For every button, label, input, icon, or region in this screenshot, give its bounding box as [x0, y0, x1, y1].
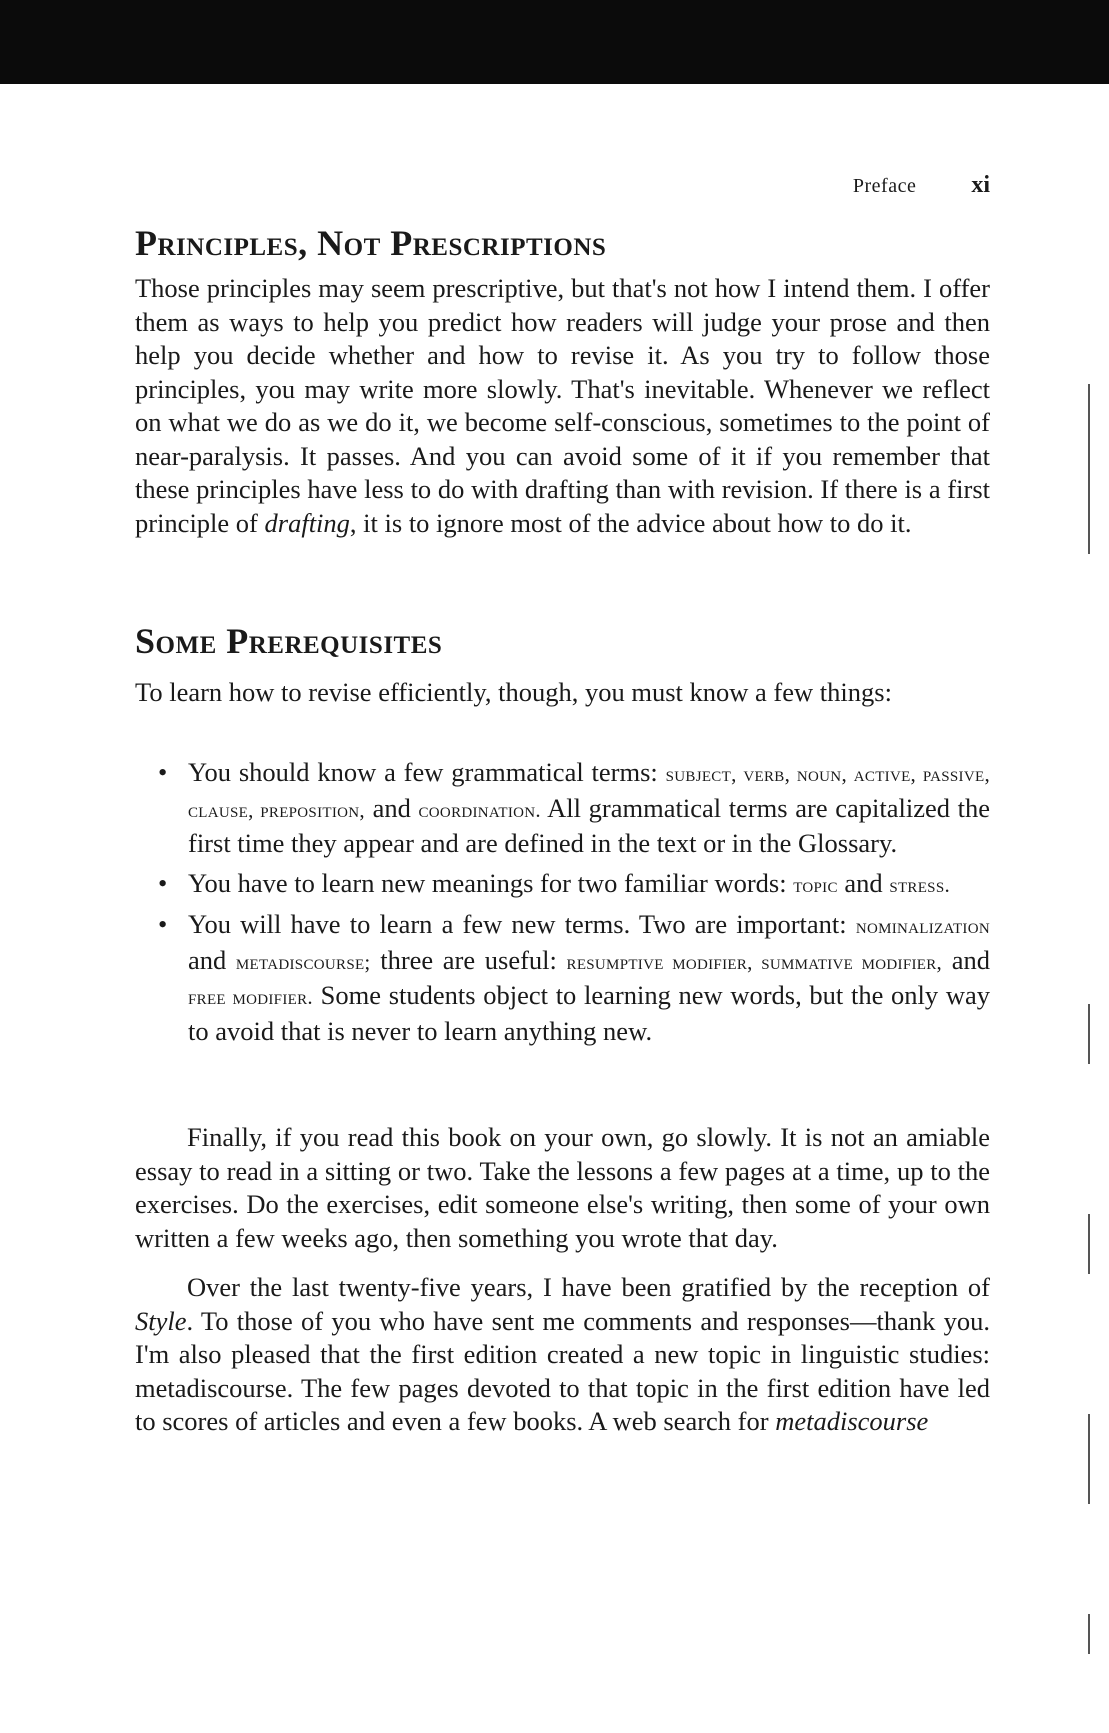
term-small-caps: metadiscourse; — [235, 949, 371, 974]
paragraph-finally: Finally, if you read this book on your own, go slowly. It is not an amiable essay to read in a sitting or two. Take the lessons a few pages at a time, up to the exercises. Do the exercises, edit someone else's writing, then some of your own written a few weeks ago, then something you wrote that day. — [135, 1122, 990, 1253]
paragraph-over-the-last: Over the last twenty-five years, I have been gratified by the reception of Style. To those of you who have sent me comments and responses—thank you. I'm also pleased that the first edition created a new topic in linguistic studies: metadiscourse. The few pages devoted to that topic in the first edition have led to scores of articles and even a few books. A web search for metadiscourse — [135, 1272, 990, 1436]
running-head-label: Preface — [852, 175, 917, 197]
paragraph-text: Those principles may seem prescriptive, but that's not how I intend them. I offer them as ways to help you predict how readers will judge your prose and then help you decide whether and how to revise it. As you try to follow those principles, you may write more slowly. That's inevitable. Whenever we reflect on what we do as we do it, we become self-conscious, sometimes to the point of near-paralysis. It passes. And you can avoid some of it if you remember that these principles have less to do with drafting than with revision. If there is a first principle of — [135, 273, 990, 538]
prerequisites-list — [158, 756, 990, 1048]
term-small-caps: topic — [793, 872, 838, 897]
list-item: • You should know a few grammatical terms: subject, verb, noun, active, passive, clause, preposition, and coordination. All grammatical terms are capitalized the first time they appear and are defined in the text or in the Glossary. — [158, 757, 991, 858]
running-head — [135, 172, 990, 199]
italic-drafting: drafting — [264, 507, 350, 538]
scan-top-band — [0, 0, 1109, 84]
paragraph-text: , it is to ignore most of the advice about how to do it. — [349, 507, 912, 538]
term-small-caps: coordination. — [418, 797, 541, 822]
italic-style: Style — [135, 1305, 187, 1336]
page-left-margin — [0, 84, 30, 1733]
section-heading-prerequisites: Some Prerequisites — [135, 621, 443, 661]
italic-metadiscourse: metadiscourse — [775, 1406, 929, 1436]
section-heading-principles: Principles, Not Prescriptions — [135, 223, 607, 263]
term-small-caps: stress. — [889, 872, 951, 897]
bullet-icon: • — [158, 909, 168, 939]
list-item: • You have to learn new meanings for two familiar words: topic and stress. — [158, 867, 990, 903]
list-item: • You will have to learn a few new terms. Two are important: nominalization and metadiscourse; three are useful: resumptive modifier, summative modifier, and free modifier. Some students object to learning new words, but the only way to avoid that is never to learn anything new. — [158, 909, 991, 1046]
paragraph-principles — [135, 272, 990, 540]
term-small-caps: nominalization — [855, 914, 990, 938]
page-number: xi — [971, 172, 990, 198]
term-small-caps: subject, verb, noun, active, passive, clause, preposition, — [188, 762, 990, 822]
term-small-caps: resumptive modifier, summative modifier, — [566, 949, 943, 974]
paragraph-intro: To learn how to revise efficiently, though, you must know a few things: — [135, 677, 892, 707]
bullet-icon: • — [158, 867, 168, 898]
term-small-caps: free modifier. — [188, 985, 313, 1009]
scan-edge-marks — [1088, 84, 1091, 1684]
bullet-icon: • — [158, 757, 168, 787]
